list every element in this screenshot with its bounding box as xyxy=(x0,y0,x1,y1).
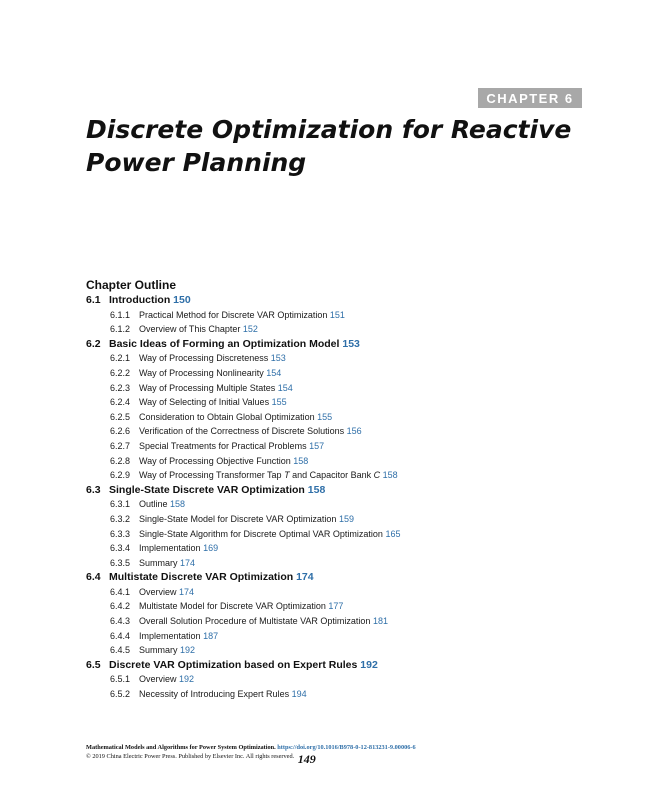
chapter-title-line-1: Discrete Optimization for Reactive xyxy=(86,115,572,144)
subsection-page-link[interactable]: 158 xyxy=(382,470,398,481)
subsection-number: 6.2.4 xyxy=(110,397,131,408)
toc-subsection xyxy=(86,614,606,629)
subsection-number: 6.3.1 xyxy=(110,499,131,510)
subsection-page-link[interactable]: 155 xyxy=(317,411,333,422)
toc-subsection xyxy=(86,599,606,614)
subsection-title xyxy=(139,689,289,699)
subsection-title xyxy=(139,324,240,334)
subsection-page-link[interactable]: 155 xyxy=(271,397,287,408)
footer-book-title: Mathematical Models and Algorithms for Power System Optimization. xyxy=(86,744,276,751)
toc-subsection xyxy=(86,687,606,702)
subsection-number: 6.5.2 xyxy=(110,689,131,700)
footer-copyright: © 2019 China Electric Power Press. Published by Elsevier Inc. All rights reserved. xyxy=(86,753,295,760)
toc-section xyxy=(86,483,606,498)
subsection-title-text: Necessity of Introducing Expert Rules xyxy=(139,689,290,700)
page-footer xyxy=(86,743,606,764)
subsection-title-text: Special Treatments for Practical Problems xyxy=(139,440,307,451)
section-number: 6.5 xyxy=(86,658,101,671)
toc-section xyxy=(86,570,606,585)
subsection-page-link[interactable]: 169 xyxy=(203,543,219,554)
subsection-title xyxy=(139,456,291,466)
subsection-title xyxy=(139,543,201,553)
subsection-number: 6.2.8 xyxy=(110,455,131,466)
toc-subsection xyxy=(86,410,606,425)
subsection-page-link[interactable]: 159 xyxy=(338,513,354,524)
subsection-title-text: Single-State Model for Discrete VAR Optimization xyxy=(139,513,337,524)
subsection-title xyxy=(139,514,336,524)
subsection-title-text: Way of Processing Transformer Tap xyxy=(139,470,285,481)
subsection-page-link[interactable]: 165 xyxy=(385,528,401,539)
subsection-page-link[interactable]: 177 xyxy=(328,601,344,612)
subsection-title-text: Consideration to Obtain Global Optimization xyxy=(139,411,315,422)
subsection-title xyxy=(139,412,315,422)
subsection-title xyxy=(139,397,269,407)
subsection-number: 6.2.5 xyxy=(110,411,131,422)
toc-subsection xyxy=(86,512,606,527)
subsection-title xyxy=(139,645,178,655)
outline-heading: Chapter Outline xyxy=(86,278,177,292)
toc-subsection xyxy=(86,395,606,410)
toc-section xyxy=(86,293,606,308)
section-page-link[interactable]: 153 xyxy=(342,337,360,350)
toc-subsection xyxy=(86,541,606,556)
toc-subsection xyxy=(86,366,606,381)
subsection-title xyxy=(139,353,268,363)
subsection-title xyxy=(139,310,327,320)
subsection-title-text: Outline xyxy=(139,499,168,510)
subsection-title-text: Way of Processing Objective Function xyxy=(139,455,291,466)
toc-subsection xyxy=(86,468,606,483)
subsection-title xyxy=(139,368,264,378)
subsection-page-link[interactable]: 157 xyxy=(309,440,325,451)
subsection-title-text: Way of Processing Discreteness xyxy=(139,353,269,364)
toc-section xyxy=(86,337,606,352)
subsection-title xyxy=(139,601,326,611)
subsection-title-text: Way of Selecting of Initial Values xyxy=(139,397,270,408)
subsection-number: 6.4.1 xyxy=(110,586,131,597)
section-title: Multistate Discrete VAR Optimization xyxy=(109,571,294,584)
subsection-page-link[interactable]: 156 xyxy=(346,426,362,437)
subsection-title-text: Summary xyxy=(139,645,178,656)
subsection-title-text: and Capacitor Bank xyxy=(289,470,374,481)
subsection-title xyxy=(139,470,380,480)
subsection-page-link[interactable]: 181 xyxy=(372,616,388,627)
chapter-label: CHAPTER 6 xyxy=(478,88,582,108)
subsection-title-text: Implementation xyxy=(139,543,201,554)
subsection-title-text: Implementation xyxy=(139,630,201,641)
subsection-number: 6.4.5 xyxy=(110,645,131,656)
section-page-link[interactable]: 158 xyxy=(307,483,326,496)
page-number: 149 xyxy=(297,752,316,766)
toc-subsection xyxy=(86,556,606,571)
subsection-title-text: Verification of the Correctness of Discrete Solutions xyxy=(139,426,345,437)
footer-doi-link[interactable]: https://doi.org/10.1016/B978-0-12-813231-9.00006-6 xyxy=(277,744,416,751)
subsection-page-link[interactable]: 154 xyxy=(277,382,293,393)
subsection-page-link[interactable]: 151 xyxy=(329,309,345,320)
subsection-page-link[interactable]: 154 xyxy=(266,367,282,378)
section-number: 6.1 xyxy=(86,294,101,306)
subsection-page-link[interactable]: 192 xyxy=(179,674,195,685)
toc-section xyxy=(86,658,606,673)
footer-citation xyxy=(86,743,606,752)
subsection-number: 6.2.6 xyxy=(110,426,131,437)
subsection-number: 6.4.4 xyxy=(110,630,131,641)
subsection-page-link[interactable]: 174 xyxy=(180,557,196,568)
subsection-page-link[interactable]: 153 xyxy=(270,353,286,364)
subsection-title-text: Overview xyxy=(139,586,177,597)
toc-subsection xyxy=(86,629,606,644)
toc-subsection xyxy=(86,454,606,469)
subsection-title xyxy=(139,426,344,436)
subsection-title xyxy=(139,383,275,393)
subsection-number: 6.2.7 xyxy=(110,440,131,451)
subsection-title-text: Summary xyxy=(139,557,178,568)
footer-copyright-line xyxy=(86,752,606,764)
subsection-page-link[interactable]: 158 xyxy=(170,499,186,510)
subsection-title xyxy=(139,558,178,568)
subsection-number: 6.2.2 xyxy=(110,367,131,378)
subsection-title xyxy=(139,631,201,641)
subsection-number: 6.3.4 xyxy=(110,543,131,554)
subsection-title xyxy=(139,499,168,509)
toc-list xyxy=(86,293,606,702)
toc-subsection xyxy=(86,322,606,337)
subsection-title-text: Overview of This Chapter xyxy=(139,324,241,335)
chapter-title-line-2: Power Planning xyxy=(86,148,307,177)
section-number: 6.4 xyxy=(86,571,101,584)
subsection-title-text: Way of Processing Multiple States xyxy=(139,382,276,393)
subsection-title-text: Overall Solution Procedure of Multistate VAR Optimization xyxy=(139,616,371,627)
subsection-number: 6.4.2 xyxy=(110,601,131,612)
subsection-title xyxy=(139,441,307,451)
subsection-number: 6.2.1 xyxy=(110,353,131,364)
section-number: 6.3 xyxy=(86,483,101,496)
section-number: 6.2 xyxy=(86,337,101,350)
subsection-title-text: Way of Processing Nonlinearity xyxy=(139,367,264,378)
subsection-title xyxy=(139,529,383,539)
subsection-title-text: Multistate Model for Discrete VAR Optimization xyxy=(139,601,326,612)
toc-subsection xyxy=(86,351,606,366)
subsection-page-link[interactable]: 187 xyxy=(203,630,219,641)
section-title: Single-State Discrete VAR Optimization xyxy=(109,483,305,496)
subsection-number: 6.1.1 xyxy=(110,309,131,320)
math-variable: T xyxy=(284,470,290,481)
toc-subsection xyxy=(86,424,606,439)
chapter-outline xyxy=(86,278,606,702)
subsection-number: 6.3.3 xyxy=(110,528,131,539)
toc-subsection xyxy=(86,439,606,454)
subsection-title xyxy=(139,587,177,597)
toc-subsection xyxy=(86,381,606,396)
toc-subsection xyxy=(86,497,606,512)
subsection-title xyxy=(139,616,370,626)
subsection-number: 6.1.2 xyxy=(110,324,131,335)
chapter-title xyxy=(86,113,586,179)
subsection-number: 6.5.1 xyxy=(110,674,131,685)
section-page-link[interactable]: 192 xyxy=(360,658,378,671)
toc-subsection xyxy=(86,643,606,658)
toc-subsection xyxy=(86,672,606,687)
section-title: Basic Ideas of Forming an Optimization Model xyxy=(109,337,340,350)
toc-subsection xyxy=(86,308,606,323)
section-title: Introduction xyxy=(109,294,171,306)
subsection-title-text: Overview xyxy=(139,674,177,685)
subsection-page-link[interactable]: 192 xyxy=(180,645,196,656)
subsection-number: 6.3.5 xyxy=(110,557,131,568)
toc-subsection xyxy=(86,585,606,600)
subsection-title-text: Single-State Algorithm for Discrete Optimal VAR Optimization xyxy=(139,528,383,539)
subsection-page-link[interactable]: 158 xyxy=(293,455,309,466)
subsection-page-link[interactable]: 194 xyxy=(291,689,307,700)
section-page-link[interactable]: 150 xyxy=(173,294,191,306)
section-title: Discrete VAR Optimization based on Expert Rules xyxy=(109,658,358,671)
math-variable: C xyxy=(373,470,381,481)
toc-subsection xyxy=(86,527,606,542)
subsection-number: 6.3.2 xyxy=(110,513,131,524)
subsection-page-link[interactable]: 174 xyxy=(179,586,195,597)
subsection-number: 6.2.9 xyxy=(110,470,131,481)
subsection-number: 6.2.3 xyxy=(110,382,131,393)
subsection-number: 6.4.3 xyxy=(110,616,131,627)
section-page-link[interactable]: 174 xyxy=(296,571,314,584)
subsection-page-link[interactable]: 152 xyxy=(242,324,258,335)
subsection-title xyxy=(139,674,177,684)
subsection-title-text: Practical Method for Discrete VAR Optimization xyxy=(139,309,328,320)
